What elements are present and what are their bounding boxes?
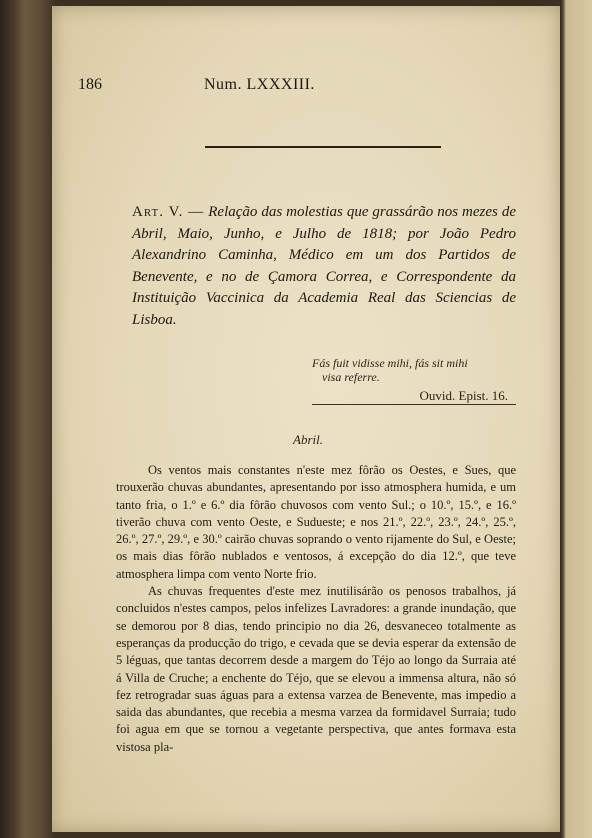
epigraph-source: Ouvid. Epist. 16. [419,388,508,403]
adjacent-page-edge [560,0,592,838]
article-title: Relação das molestias que grassárão nos mezes de Abril, Maio, Junho, e Julho de 1818; por João Pedro Alexandrino Caminha, Médico em um dos Partidos de Benevente, e no de Çamora Correa, e Correspondente da Instituição Vaccinica da Academia Real das Sciencias de Lisboa. [132,204,517,328]
paragraph: As chuvas frequentes d'este mez inutilisárão os penosos trabalhos, já concluidos n'estes campos, pelos infelizes Lavradores: a grande inundação, que se demorou por 8 dias, tendo principio no dia 26, desvaneceo totalmente as esperanças da producção do trigo, e cevada que se devia esperar da extensão de 5 léguas, que tantas decorrem desde a margem do Téjo ao longo da Surraia até á Villa de Cruche; a enchente do Téjo, que se elevou a immensa altura, não só fez retrogradar suas águas para a extensa varzea de Benevente, mas impedio a saida das abundantes, que recebia a mesma varzea da formidavel Surraia; tudo foi agua em que se tornou a vegetante perspectiva, que antes formava esta vistosa pla- [116,584,516,754]
epigraph [312,356,516,403]
issue-number: Num. LXXXIII. [204,76,315,93]
running-head [78,76,398,98]
epigraph-line-2: visa referre. [322,370,380,384]
page-number: 186 [78,76,102,93]
body-text [116,462,516,756]
article-label: Art. V. — [132,204,205,220]
epigraph-rule [312,404,516,405]
article-heading [132,202,516,331]
epigraph-line-1: Fás fuit vidisse mihi, fás sit mihi [312,356,468,370]
section-title: Abril. [293,432,323,447]
paragraph: Os ventos mais constantes n'este mez fôrão os Oestes, e Sues, que trouxerão chuvas abundantes, apresentando por isso atmosphera humida, e um tanto fria, o 1.º e 6.º dia fôrão chuvosos com vento Sul.; o 10.º, 15.º, e 16.º tiverão chuva com vento Oeste, e Sudueste; e nos 21.º, 22.º, 23.º, 24.º, 25.º, 26.º, 27.º, 29.º, e 30.º cairão chuvas soprando o vento rijamente do Sul, e Oeste; os mais dias fôrão nublados e ventosos, á excepção do dia 12.º, que teve atmosphera limpa com vento Norte frio. [116,463,516,581]
header-rule [205,146,441,148]
